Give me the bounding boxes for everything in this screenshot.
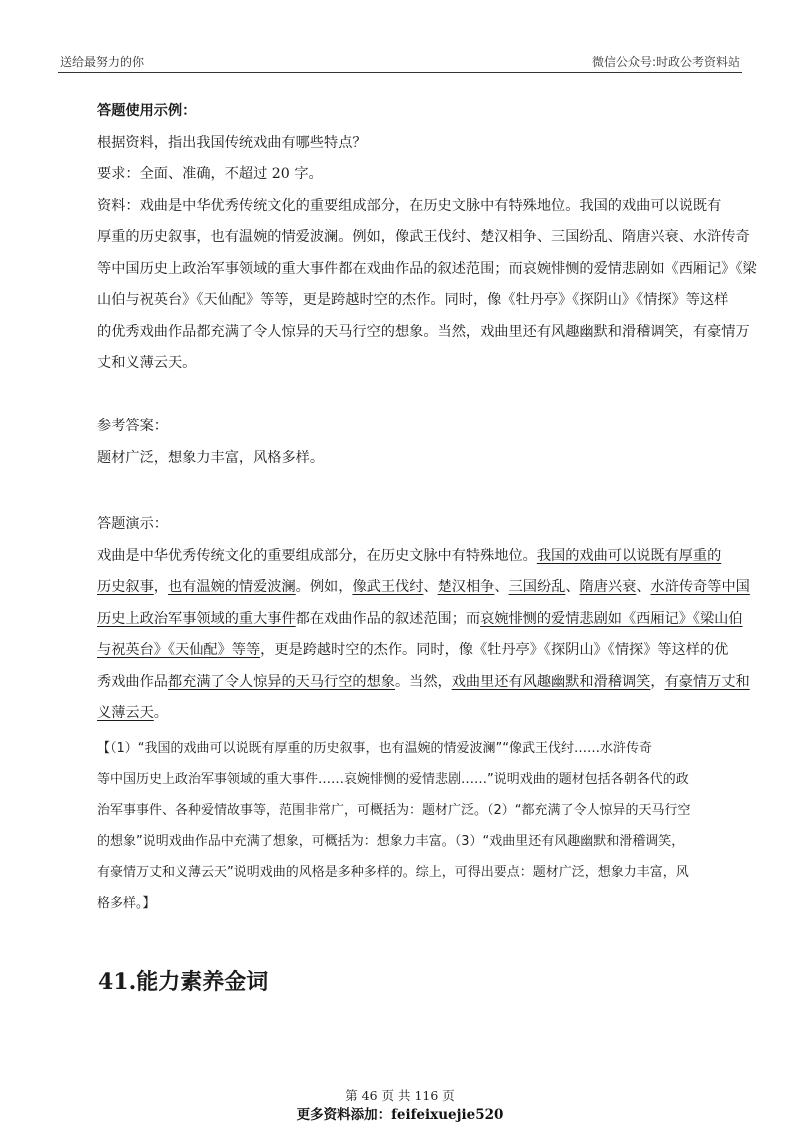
explanation-line: 等中国历史上政治军事领域的重大事件……哀婉悱恻的爱情悲剧……”说明戏曲的题材包括各朝各代的政 [97,772,689,787]
demo-underline: 我国的戏曲可以说既有厚重的 [536,547,722,564]
material-line: 等中国历史上政治军事领域的重大事件都在戏曲作品的叙述范围；而哀婉悱恻的爱情悲剧如《西厢记》《梁 [97,260,757,277]
reference-title: 参考答案： [97,418,168,434]
demo-text: ， [153,579,168,595]
demo-text: 、 [494,579,509,595]
demo-line [97,572,750,604]
demo-underline: 像武王伐纣 [352,579,424,595]
explanation-section [97,733,737,919]
example-requirement: 要求：全面、准确，不超过 20 字。 [97,166,323,182]
demo-line [97,604,743,636]
demo-text: 。 [153,705,168,721]
example-title: 答题使用示例： [97,103,197,119]
material-line: 的优秀戏曲作品都充满了令人惊异的天马行空的想象。当然，戏曲里还有风趣幽默和滑稽调笑，有豪情万 [97,323,750,340]
demo-text: ， [650,673,665,690]
demo-underline: 历史叙事 [97,579,154,595]
demo-text: 、 [423,579,438,595]
section-heading: 41.能力素养金词 [98,969,269,995]
explanation-line: 【（1）“我国的戏曲可以说既有厚重的历史叙事，也有温婉的情爱波澜”“像武王伐纣……水浒传奇 [97,741,652,756]
demo-underline: 水浒传奇等中国 [650,579,750,595]
example-question: 根据资料，指出我国传统戏曲有哪些特点？ [97,134,367,151]
material-line: 山伯与祝英台》《天仙配》等等，更是跨越时空的杰作。同时，像《牡丹亭》《探阴山》《情探》等这样 [97,292,729,308]
explanation-line: 有豪情万丈和义薄云天”说明戏曲的风格是多种多样的。综上，可得出要点：题材广泛，想象力丰富，风 [97,865,689,880]
demo-underline: 戏曲里还有风趣幽默和滑稽调笑 [451,673,651,690]
demo-underline: 哀婉悱恻的爱情悲剧如《西厢记》《梁山伯 [480,610,743,627]
demo-text: 秀戏曲作品 [97,673,168,690]
explanation-line: 的想象”说明戏曲作品中充满了想象，可概括为：想象力丰富。（3）“戏曲里还有风趣幽默和滑稽调笑， [97,834,685,849]
demo-section [97,509,750,730]
header-left-text: 送给最努力的你 [60,55,145,69]
demo-underline: 历史上政治军事领域的重大事件 [97,610,296,627]
material-line: 厚重的历史叙事，也有温婉的情爱波澜。例如，像武王伐纣、楚汉相争、三国纷乱、隋唐兴衰、水浒传奇 [97,229,750,245]
demo-line [97,635,737,667]
demo-underline: 也有温婉的情爱波澜 [167,579,296,595]
demo-line [97,667,750,699]
demo-text: 。例如， [295,579,353,595]
demo-text: 、 [636,579,651,595]
material-line: 资料：戏曲是中华优秀传统文化的重要组成部分，在历史文脉中有特殊地位。我国的戏曲可以说既有 [97,197,722,214]
demo-underline: 楚汉相争 [437,579,495,595]
material-line: 丈和义薄云天。 [97,355,197,371]
reference-section [97,411,737,474]
demo-underline: 隋唐兴衰 [579,579,637,595]
demo-line [97,698,737,730]
demo-underline: 义薄云天 [97,705,154,721]
demo-text: ，更是跨越时空的杰作。同时，像《牡丹亭》《探阴山》《情探》等这样的优 [260,642,729,658]
explanation-line: 治军事事件、各种爱情故事等，范围非常广，可概括为：题材广泛。（2）“都充满了令人惊异的天马行空 [97,803,691,818]
demo-text: 都在戏曲作品的叙述范围；而 [295,610,481,627]
demo-text: 。当然， [394,673,452,690]
demo-underline: 都充满了令人惊异的天马行空的想象 [167,673,395,690]
demo-underline: 有豪情万丈和 [664,673,750,690]
page-number: 第 46 页 共 116 页 [345,1088,455,1103]
reference-answer: 题材广泛，想象力丰富，风格多样。 [97,449,325,466]
footer-contact: 更多资料添加：feifeixuejie520 [296,1107,504,1123]
demo-text: 、 [565,579,580,595]
demo-title: 答题演示： [97,516,168,532]
explanation-line: 格多样。】 [97,896,156,911]
demo-text: 戏曲是中华优秀传统文化的重要组成部分，在历史文脉中有特殊地位。 [97,547,537,564]
example-section [97,96,757,380]
header-right-text: 微信公众号:时政公考资料站 [591,55,740,69]
demo-line [97,541,737,573]
demo-underline: 三国纷乱 [508,579,566,595]
demo-underline: 与祝英台》《天仙配》等等 [97,642,261,658]
page-header [58,50,742,73]
